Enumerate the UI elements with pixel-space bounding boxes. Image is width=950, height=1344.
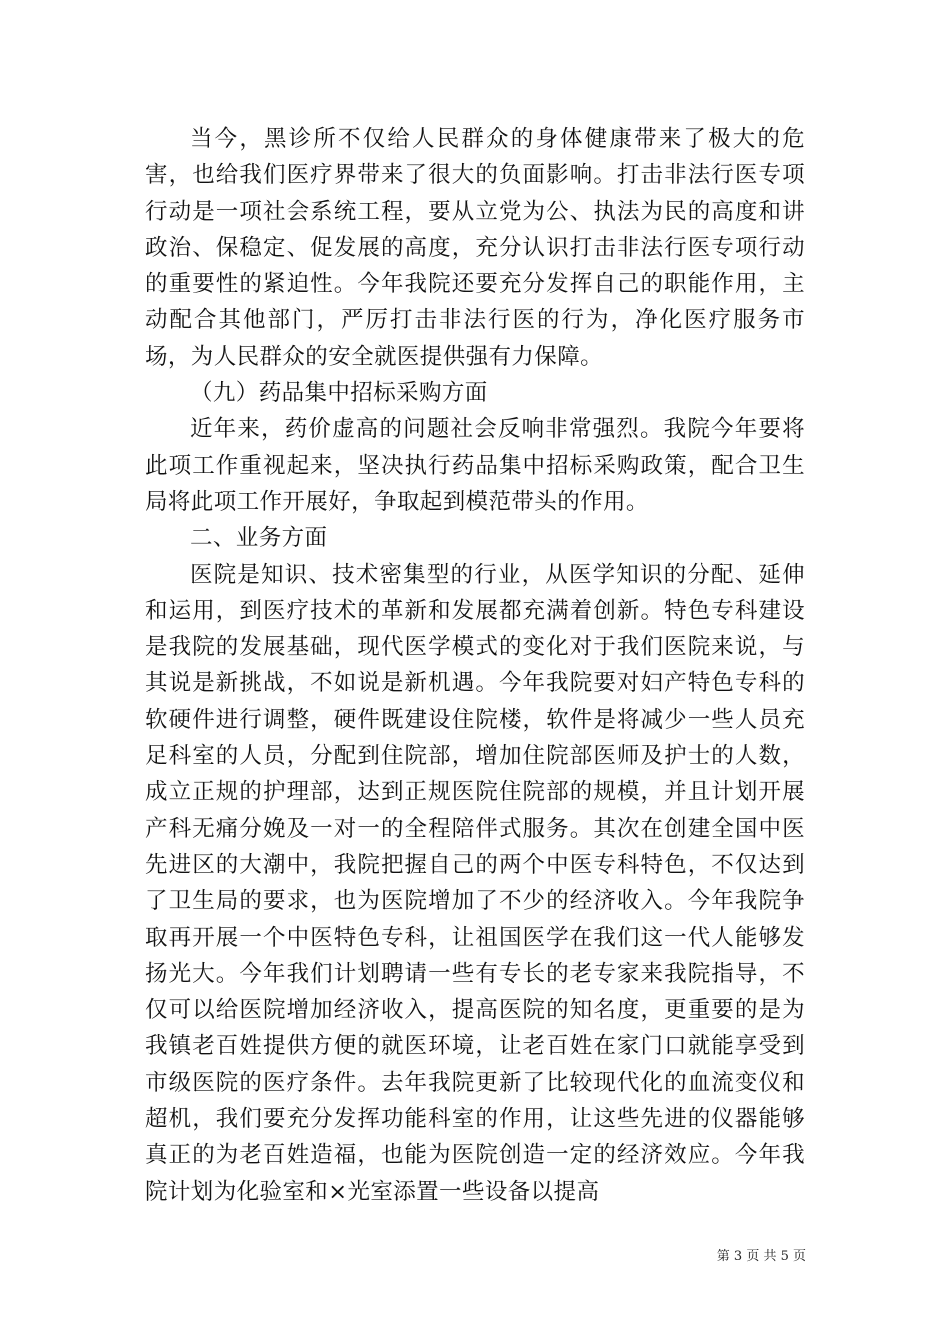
document-body bbox=[145, 121, 805, 1210]
section-heading-business: 二、业务方面 bbox=[190, 525, 328, 552]
paragraph-drug-prices: 近年来，药价虚高的问题社会反响非常强烈。我院今年要将此项工作重视起来，坚决执行药品集中招标采购政策，配合卫生局将此项工作开展好，争取起到模范带头的作用。 bbox=[145, 416, 805, 515]
paragraph-hospital-business: 医院是知识、技术密集型的行业，从医学知识的分配、延伸和运用，到医疗技术的革新和发展都充满着创新。特色专科建设是我院的发展基础，现代医学模式的变化对于我们医院来说，与其说是新挑战，不如说是新机遇。今年我院要对妇产特色专科的软硬件进行调整，硬件既建设住院楼，软件是将减少一些人员充足科室的人员，分配到住院部，增加住院部医师及护士的人数，成立正规的护理部，达到正规医院住院部的规模，并且计划开展产科无痛分娩及一对一的全程陪伴式服务。其次在创建全国中医先进区的大潮中，我院把握自己的两个中医专科特色，不仅达到了卫生局的要求，也为医院增加了不少的经济收入。今年我院争取再开展一个中医特色专科，让祖国医学在我们这一代人能够发扬光大。今年我们计划聘请一些有专长的老专家来我院指导，不仅可以给医院增加经济收入，提高医院的知名度，更重要的是为我镇老百姓提供方便的就医环境，让老百姓在家门口就能享受到市级医院的医疗条件。去年我院更新了比较现代化的血流变仪和超机，我们要充分发挥功能科室的作用，让这些先进的仪器能够真正的为老百姓造福，也能为医院创造一定的经济效应。今年我院计划为化验室和×光室添置一些设备以提高 bbox=[145, 561, 805, 1205]
page-number-footer: 第 3 页 共 5 页 bbox=[716, 1249, 806, 1264]
section-heading-drug-procurement: （九）药品集中招标采购方面 bbox=[190, 380, 488, 407]
paragraph-illegal-clinics: 当今，黑诊所不仅给人民群众的身体健康带来了极大的危害，也给我们医疗界带来了很大的负面影响。打击非法行医专项行动是一项社会系统工程，要从立党为公、执法为民的高度和讲政治、保稳定、促发展的高度，充分认识打击非法行医专项行动的重要性的紧迫性。今年我院还要充分发挥自己的职能作用，主动配合其他部门，严厉打击非法行医的行为，净化医疗服务市场，为人民群众的安全就医提供强有力保障。 bbox=[145, 126, 805, 370]
